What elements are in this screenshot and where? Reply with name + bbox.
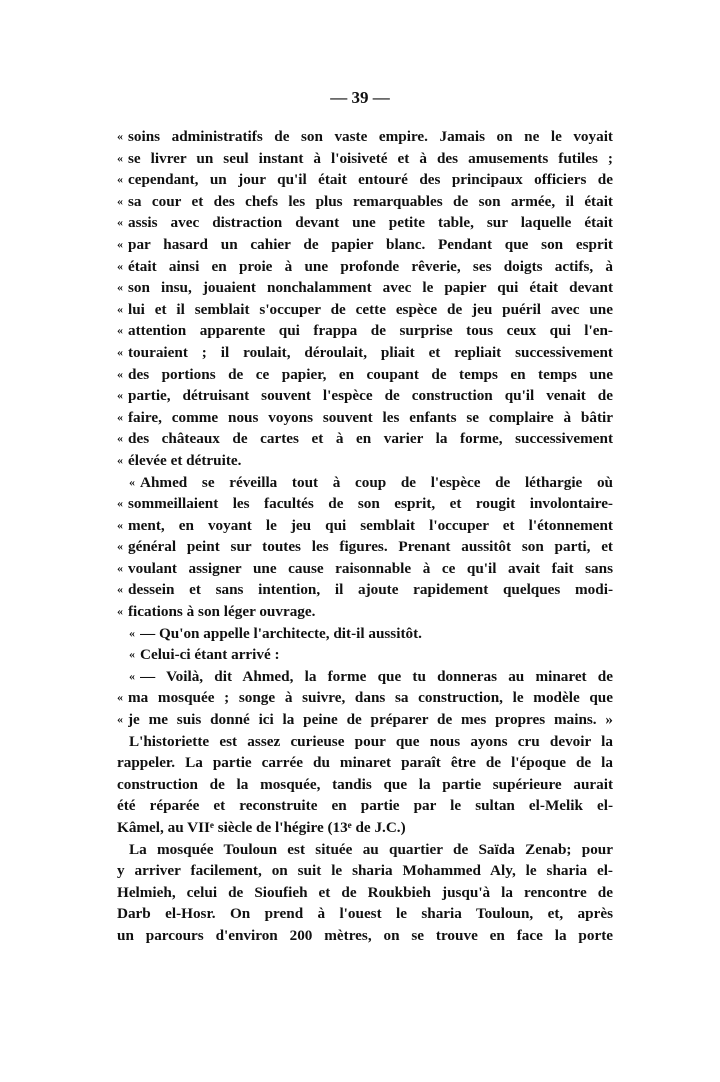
text-line xyxy=(117,774,613,796)
text-line xyxy=(117,234,613,256)
text-line xyxy=(117,277,613,299)
quote-mark: « xyxy=(129,625,135,640)
text-line xyxy=(117,299,613,321)
line-text: touraient ; il roulait, déroulait, pliait et repliait successivement xyxy=(128,343,613,361)
line-text: cependant, un jour qu'il était entouré des principaux officiers de xyxy=(128,171,613,189)
quote-mark: « xyxy=(117,366,123,381)
quote-mark: « xyxy=(117,172,123,187)
line-text: attention apparente qui frappa de surprise tous ceux qui l'en- xyxy=(128,322,613,340)
text-line xyxy=(117,623,613,645)
line-text: par hasard un cahier de papier blanc. Pendant que son esprit xyxy=(128,235,613,253)
line-text: sommeillaient les facultés de son esprit, et rougit involontaire- xyxy=(128,495,613,513)
quote-mark: « xyxy=(117,193,123,208)
text-line xyxy=(117,731,613,753)
quote-mark: « xyxy=(117,323,123,338)
quote-mark: « xyxy=(117,280,123,295)
text-line xyxy=(117,536,613,558)
line-text: — Voilà, dit Ahmed, la forme que tu donneras au minaret de xyxy=(140,667,613,685)
line-text: faire, comme nous voyons souvent les enfants se complaire à bâtir xyxy=(128,408,613,426)
text-line xyxy=(117,687,613,709)
text-line xyxy=(117,169,613,191)
quote-mark: « xyxy=(117,388,123,403)
line-text: soins administratifs de son vaste empire. Jamais on ne le voyait xyxy=(128,128,613,145)
line-text: Kâmel, au VIIᵉ siècle de l'hégire (13ᵉ de J.C.) xyxy=(117,819,406,836)
text-line xyxy=(117,860,613,882)
quote-mark: « xyxy=(117,409,123,424)
line-text: été réparée et reconstruite en partie par le sultan el-Melik el- xyxy=(117,797,613,815)
quote-mark: « xyxy=(129,647,135,662)
line-text: sa cour et des chefs les plus remarquables de son armée, il était xyxy=(128,192,613,210)
quote-mark: « xyxy=(129,474,135,489)
quote-mark: « xyxy=(117,258,123,273)
quote-mark: « xyxy=(117,712,123,727)
quote-mark: « xyxy=(117,344,123,359)
line-text: des portions de ce papier, en coupant de temps en temps une xyxy=(128,365,613,383)
line-text: dessein et sans intention, il ajoute rapidement quelques modi- xyxy=(128,581,613,599)
line-text: se livrer un seul instant à l'oisiveté et à des amusements futiles ; xyxy=(128,149,613,167)
quote-mark: « xyxy=(117,215,123,230)
text-line xyxy=(117,212,613,234)
text-line xyxy=(117,407,613,429)
text-line xyxy=(117,148,613,170)
text-line xyxy=(117,666,613,688)
line-text: lui et il semblait s'occuper de cette espèce de jeu puéril avec une xyxy=(128,300,613,318)
text-line xyxy=(117,903,613,925)
text-line xyxy=(117,364,613,386)
line-text: voulant assigner une cause raisonnable à ce qu'il avait fait sans xyxy=(128,559,613,577)
quote-mark: « xyxy=(117,582,123,597)
quote-mark: « xyxy=(117,604,123,619)
line-text: La mosquée Touloun est située au quartier de Saïda Zenab; pour xyxy=(129,840,613,858)
line-text: partie, détruisant souvent l'espèce de construction qu'il venait de xyxy=(128,387,613,405)
quote-mark: « xyxy=(117,150,123,165)
line-text: y arriver facilement, on suit le sharia Mohammed Aly, le sharia el- xyxy=(117,862,613,880)
text-line xyxy=(117,795,613,817)
line-text: Celui-ci étant arrivé : xyxy=(140,646,280,664)
quote-mark: « xyxy=(117,496,123,511)
text-line xyxy=(117,342,613,364)
line-text: un parcours d'environ 200 mètres, on se trouve en face la porte xyxy=(117,926,613,944)
quote-mark: « xyxy=(117,301,123,316)
quote-mark: « xyxy=(117,560,123,575)
quote-mark: « xyxy=(117,690,123,705)
text-line xyxy=(117,126,613,148)
line-text: ma mosquée ; songe à suivre, dans sa construction, le modèle que xyxy=(128,689,613,707)
text-line xyxy=(117,558,613,580)
text-line xyxy=(117,385,613,407)
text-line xyxy=(117,472,613,494)
line-text: son insu, jouaient nonchalamment avec le papier qui était devant xyxy=(128,279,613,297)
text-line xyxy=(117,752,613,774)
quote-mark: « xyxy=(129,668,135,683)
text-line xyxy=(117,256,613,278)
text-line xyxy=(117,579,613,601)
line-text: ment, en voyant le jeu qui semblait l'occuper et l'étonnement xyxy=(128,516,613,534)
quote-mark: « xyxy=(117,129,123,143)
quote-mark: « xyxy=(117,236,123,251)
body-text xyxy=(117,126,613,947)
line-text: Darb el-Hosr. On prend à l'ouest le sharia Touloun, et, après xyxy=(117,905,613,923)
line-text: L'historiette est assez curieuse pour que nous ayons cru devoir la xyxy=(129,732,613,750)
line-text: était ainsi en proie à une profonde rêverie, ses doigts actifs, à xyxy=(128,257,613,275)
text-line xyxy=(117,493,613,515)
line-text: des châteaux de cartes et à en varier la forme, successivement xyxy=(128,430,613,448)
line-text: Helmieh, celui de Sioufieh et de Roukbieh jusqu'à la rencontre de xyxy=(117,883,613,901)
quote-mark: « xyxy=(117,452,123,467)
text-line xyxy=(117,839,613,861)
quote-mark: « xyxy=(117,539,123,554)
text-line xyxy=(117,709,613,731)
page-number: — 39 — xyxy=(330,88,390,107)
line-text: rappeler. La partie carrée du minaret paraît être de l'époque de la xyxy=(117,754,613,772)
text-line xyxy=(117,450,613,472)
text-line xyxy=(117,882,613,904)
line-text: élevée et détruite. xyxy=(128,451,242,469)
text-line xyxy=(117,191,613,213)
line-text: — Qu'on appelle l'architecte, dit-il aussitôt. xyxy=(140,624,422,642)
line-text: fications à son léger ouvrage. xyxy=(128,603,316,621)
text-line xyxy=(117,428,613,450)
line-text: Ahmed se réveilla tout à coup de l'espèce de léthargie où xyxy=(140,473,613,491)
quote-mark: « xyxy=(117,517,123,532)
text-line xyxy=(117,925,613,947)
text-line xyxy=(117,515,613,537)
line-text: construction de la mosquée, tandis que la partie supérieure aurait xyxy=(117,775,613,793)
text-line xyxy=(117,601,613,623)
quote-mark: « xyxy=(117,431,123,446)
line-text: général peint sur toutes les figures. Prenant aussitôt son parti, et xyxy=(128,538,613,556)
text-line xyxy=(117,817,613,839)
text-line xyxy=(117,644,613,666)
text-line xyxy=(117,320,613,342)
line-text: assis avec distraction devant une petite table, sur laquelle était xyxy=(128,214,613,232)
line-text: je me suis donné ici la peine de préparer de mes propres mains. » xyxy=(128,711,613,729)
